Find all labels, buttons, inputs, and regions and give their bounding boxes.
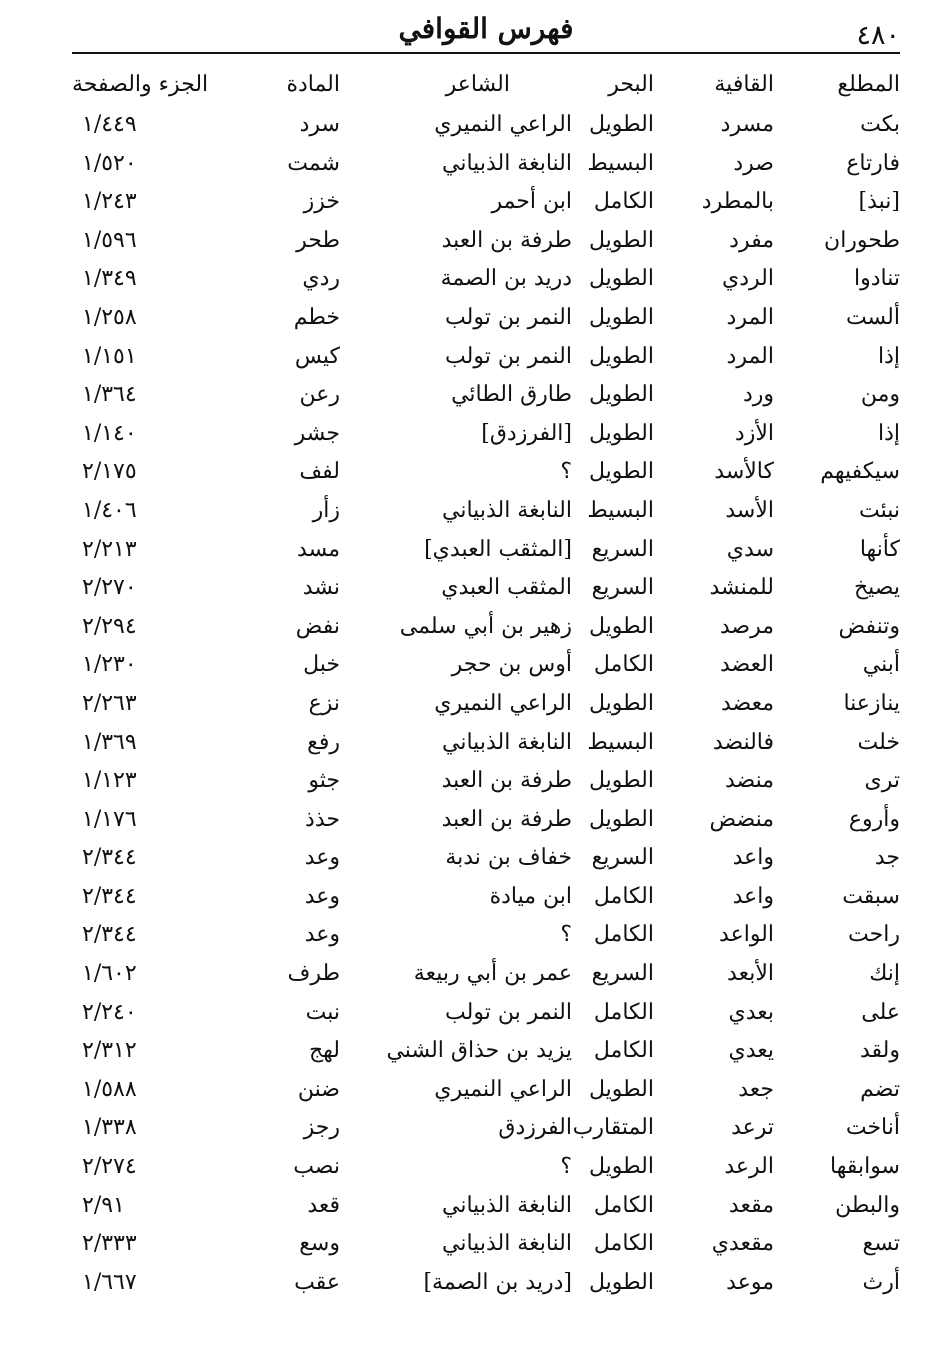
matla-cell: ترى <box>864 768 900 794</box>
bahr-cell: الطويل <box>588 112 654 137</box>
qafia-cell: المرد <box>726 304 774 330</box>
shaer-cell: النابغة الذبياني <box>442 729 572 755</box>
table-row <box>72 1187 900 1226</box>
shaer-cell: ؟ <box>560 922 572 948</box>
bahr-cell: الكامل <box>593 652 654 678</box>
table-row <box>72 260 900 299</box>
index-page <box>72 0 900 1366</box>
table-row <box>72 145 900 184</box>
matla-cell: تنادوا <box>854 266 900 292</box>
table-header-row <box>72 66 900 106</box>
juz-page-cell: ١/٣٤٩ <box>82 266 137 292</box>
qafia-cell: موعد <box>726 1269 774 1295</box>
madda-cell: نفض <box>295 613 340 639</box>
juz-page-cell: ١/٣٣٨ <box>82 1115 137 1141</box>
juz-page-cell: ١/٥٢٠ <box>82 150 137 176</box>
bahr-cell: الطويل <box>588 304 654 330</box>
shaer-cell: النابغة الذبياني <box>442 1192 572 1218</box>
table-row <box>72 801 900 840</box>
shaer-cell: يزيد بن حذاق الشني <box>386 1038 572 1064</box>
qafia-cell: واعد <box>732 883 774 909</box>
matla-cell: تضم <box>860 1076 900 1102</box>
madda-cell: ضنن <box>297 1076 340 1102</box>
madda-cell: شمت <box>287 150 340 176</box>
juz-page-cell: ٢/٢٧٠ <box>82 575 137 601</box>
juz-page-cell: ١/٦٦٧ <box>82 1269 137 1295</box>
bahr-cell: البسيط <box>587 729 654 755</box>
madda-cell: خزز <box>303 189 340 215</box>
madda-cell: خطم <box>293 304 340 330</box>
matla-cell: يصيخ <box>853 575 900 601</box>
bahr-cell: الكامل <box>593 999 654 1025</box>
shaer-cell: ؟ <box>560 1154 572 1180</box>
juz-page-cell: ٢/٢١٣ <box>82 536 137 562</box>
qafia-cell: الواعد <box>719 922 774 948</box>
matla-cell: خلت <box>857 729 900 755</box>
qafia-cell: بالمطرد <box>701 189 774 215</box>
shaer-cell: المثقب العبدي <box>441 575 572 601</box>
bahr-cell: السريع <box>591 845 654 871</box>
table-row <box>72 1264 900 1303</box>
madda-cell: جشر <box>294 420 340 446</box>
shaer-cell: طرفة بن العبد <box>441 227 572 253</box>
matla-cell: ينازعنا <box>843 690 900 716</box>
matla-cell: أبني <box>862 652 900 678</box>
qafia-cell: العضد <box>719 652 774 678</box>
table-row <box>72 724 900 763</box>
madda-cell: طرف <box>287 961 340 987</box>
madda-cell: نزع <box>308 690 340 716</box>
table-row <box>72 1032 900 1071</box>
juz-page-cell: ٢/٣٣٣ <box>82 1231 137 1257</box>
juz-page-cell: ١/٥٨٨ <box>82 1076 137 1102</box>
table-row <box>72 685 900 724</box>
shaer-cell: [دريد بن الصمة] <box>423 1269 572 1295</box>
madda-cell: نبت <box>305 999 340 1025</box>
matla-cell: سوابقها <box>829 1154 900 1180</box>
shaer-cell: أوس بن حجر <box>451 652 572 678</box>
shaer-cell: النابغة الذبياني <box>442 1231 572 1257</box>
matla-cell: والبطن <box>835 1192 900 1218</box>
bahr-cell: الطويل <box>588 613 654 639</box>
shaer-cell: النمر بن تولب <box>445 304 572 330</box>
matla-cell: ألست <box>845 304 900 330</box>
shaer-cell: [المثقب العبدي] <box>424 536 572 562</box>
table-row <box>72 1225 900 1264</box>
shaer-cell: الفرزدق <box>498 1115 572 1141</box>
table-row <box>72 569 900 608</box>
table-row <box>72 1148 900 1187</box>
juz-page-cell: ٢/٣٤٤ <box>82 845 137 871</box>
madda-cell: خبل <box>303 652 340 678</box>
page-title: فهرس القوافي <box>398 12 574 45</box>
qafia-cell: مسرد <box>720 112 774 137</box>
shaer-cell: خفاف بن ندبة <box>445 845 572 871</box>
bahr-cell: الطويل <box>588 806 654 832</box>
bahr-cell: المتقارب <box>572 1115 654 1141</box>
qafia-cell: معضد <box>720 690 774 716</box>
bahr-cell: الكامل <box>593 1038 654 1064</box>
matla-cell: ومن <box>860 382 900 408</box>
qafia-cell: المرد <box>726 343 774 369</box>
qafia-cell: الردي <box>722 266 774 292</box>
juz-page-cell: ١/٦٠٢ <box>82 961 137 987</box>
table-row <box>72 222 900 261</box>
matla-cell: فارتاع <box>846 150 900 176</box>
page-number: ٤٨٠ <box>856 20 900 51</box>
shaer-cell: النمر بن تولب <box>445 343 572 369</box>
shaer-cell: الراعي النميري <box>434 1076 572 1102</box>
bahr-cell: الكامل <box>593 189 654 215</box>
matla-cell: جد <box>874 845 900 871</box>
madda-cell: طحر <box>296 227 340 253</box>
column-header-qafia: القافية <box>714 72 774 97</box>
madda-cell: نشد <box>302 575 340 601</box>
column-header-matla: المطلع <box>837 72 900 97</box>
table-row <box>72 608 900 647</box>
shaer-cell: النابغة الذبياني <box>442 497 572 523</box>
matla-cell: نبئت <box>858 497 900 523</box>
shaer-cell: الراعي النميري <box>434 112 572 137</box>
juz-page-cell: ١/٢٥٨ <box>82 304 137 330</box>
qafia-cell: الأسد <box>725 497 774 523</box>
matla-cell: وتنفض <box>838 613 900 639</box>
madda-cell: حذذ <box>305 806 340 832</box>
bahr-cell: الطويل <box>588 1269 654 1295</box>
juz-page-cell: ١/١٤٠ <box>82 420 137 446</box>
bahr-cell: الكامل <box>593 1231 654 1257</box>
juz-page-cell: ١/١٧٦ <box>82 806 137 832</box>
matla-cell: سبقت <box>842 883 900 909</box>
juz-page-cell: ١/٣٦٩ <box>82 729 137 755</box>
matla-cell: ولقد <box>859 1038 900 1064</box>
juz-page-cell: ١/٤٤٩ <box>82 112 137 137</box>
qafia-cell: ورد <box>742 382 774 408</box>
shaer-cell: ؟ <box>560 459 572 485</box>
bahr-cell: البسيط <box>587 150 654 176</box>
juz-page-cell: ١/٤٠٦ <box>82 497 137 523</box>
madda-cell: كيس <box>294 343 340 369</box>
table-row <box>72 183 900 222</box>
shaer-cell: طرفة بن العبد <box>441 768 572 794</box>
juz-page-cell: ٢/٢٩٤ <box>82 613 137 639</box>
bahr-cell: الطويل <box>588 382 654 408</box>
madda-cell: نصب <box>293 1154 340 1180</box>
shaer-cell: [الفرزدق] <box>481 420 572 446</box>
qafia-cell: الأبعد <box>727 961 774 987</box>
shaer-cell: النمر بن تولب <box>445 999 572 1025</box>
table-row <box>72 955 900 994</box>
bahr-cell: السريع <box>591 961 654 987</box>
qafia-cell: مفرد <box>729 227 774 253</box>
juz-page-cell: ١/٥٩٦ <box>82 227 137 253</box>
madda-cell: رفع <box>307 729 340 755</box>
matla-cell: أناخت <box>845 1115 900 1141</box>
shaer-cell: الراعي النميري <box>434 690 572 716</box>
qafia-cell: واعد <box>732 845 774 871</box>
bahr-cell: الكامل <box>593 1192 654 1218</box>
matla-cell: [نبذ] <box>858 189 900 215</box>
header-divider <box>72 52 900 54</box>
qafia-cell: سدي <box>726 536 774 562</box>
juz-page-cell: ١/٣٦٤ <box>82 382 137 408</box>
shaer-cell: ابن أحمر <box>491 189 572 215</box>
table-row <box>72 531 900 570</box>
shaer-cell: عمر بن أبي ربيعة <box>413 961 572 987</box>
qafia-cell: منضد <box>724 768 774 794</box>
shaer-cell: ابن ميادة <box>489 883 572 909</box>
table-row <box>72 646 900 685</box>
page-header <box>72 10 900 52</box>
column-header-bahr: البحر <box>608 72 654 97</box>
qafia-cell: الأزد <box>734 420 774 446</box>
madda-cell: جثو <box>308 768 340 794</box>
table-row <box>72 338 900 377</box>
juz-page-cell: ٢/٢٦٣ <box>82 690 137 716</box>
juz-page-cell: ١/١٢٣ <box>82 768 137 794</box>
rhyme-index-table <box>72 66 900 1302</box>
qafia-cell: الرعد <box>724 1154 774 1180</box>
madda-cell: سرد <box>299 112 340 137</box>
juz-page-cell: ٢/٣١٢ <box>82 1038 137 1064</box>
qafia-cell: كالأسد <box>714 459 774 485</box>
shaer-cell: دريد بن الصمة <box>440 266 572 292</box>
juz-page-cell: ٢/١٧٥ <box>82 459 137 485</box>
bahr-cell: الطويل <box>588 768 654 794</box>
madda-cell: وعد <box>304 883 340 909</box>
madda-cell: رجز <box>303 1115 340 1141</box>
table-row <box>72 453 900 492</box>
table-row <box>72 376 900 415</box>
bahr-cell: الطويل <box>588 343 654 369</box>
madda-cell: لهج <box>308 1038 340 1064</box>
qafia-cell: جعد <box>738 1076 774 1102</box>
shaer-cell: النابغة الذبياني <box>442 150 572 176</box>
shaer-cell: طارق الطائي <box>451 382 572 408</box>
qafia-cell: منضض <box>709 806 774 832</box>
bahr-cell: الطويل <box>588 690 654 716</box>
matla-cell: كأنها <box>859 536 900 562</box>
madda-cell: زأر <box>312 497 340 523</box>
matla-cell: سيكفيهم <box>820 459 900 485</box>
table-row <box>72 415 900 454</box>
madda-cell: لفف <box>299 459 340 485</box>
matla-cell: أرث <box>862 1269 900 1295</box>
madda-cell: عقب <box>294 1269 340 1295</box>
matla-cell: راحت <box>848 922 900 948</box>
matla-cell: إنك <box>869 961 900 987</box>
matla-cell: بكت <box>860 112 900 137</box>
juz-page-cell: ٢/٢٤٠ <box>82 999 137 1025</box>
matla-cell: إذا <box>877 343 900 369</box>
column-header-juz: الجزء والصفحة <box>72 72 209 97</box>
table-row <box>72 994 900 1033</box>
qafia-cell: بعدي <box>728 999 774 1025</box>
juz-page-cell: ١/٢٤٣ <box>82 189 137 215</box>
bahr-cell: الطويل <box>588 459 654 485</box>
bahr-cell: البسيط <box>587 497 654 523</box>
madda-cell: قعد <box>307 1192 340 1218</box>
qafia-cell: ترعد <box>731 1115 774 1141</box>
qafia-cell: فالنضد <box>712 729 774 755</box>
qafia-cell: مقعد <box>728 1192 774 1218</box>
madda-cell: وسع <box>299 1231 340 1257</box>
bahr-cell: السريع <box>591 536 654 562</box>
matla-cell: تسع <box>862 1231 900 1257</box>
bahr-cell: الطويل <box>588 1076 654 1102</box>
matla-cell: على <box>861 999 900 1025</box>
table-row <box>72 299 900 338</box>
bahr-cell: الطويل <box>588 227 654 253</box>
qafia-cell: صرد <box>733 150 774 176</box>
juz-page-cell: ٢/٢٧٤ <box>82 1154 137 1180</box>
bahr-cell: الطويل <box>588 420 654 446</box>
juz-page-cell: ١/٢٣٠ <box>82 652 137 678</box>
madda-cell: وعد <box>304 922 340 948</box>
table-row <box>72 916 900 955</box>
table-row <box>72 1071 900 1110</box>
table-row <box>72 492 900 531</box>
madda-cell: ردي <box>302 266 340 292</box>
madda-cell: رعن <box>299 382 340 408</box>
madda-cell: وعد <box>304 845 340 871</box>
juz-page-cell: ٢/٩١ <box>82 1192 125 1218</box>
qafia-cell: للمنشد <box>709 575 774 601</box>
bahr-cell: الكامل <box>593 922 654 948</box>
table-row <box>72 762 900 801</box>
qafia-cell: مقعدي <box>711 1231 774 1257</box>
column-header-madda: المادة <box>286 72 340 97</box>
bahr-cell: الطويل <box>588 266 654 292</box>
column-header-shaer: الشاعر <box>445 72 510 97</box>
shaer-cell: زهير بن أبي سلمى <box>399 613 572 639</box>
qafia-cell: مرصد <box>719 613 774 639</box>
juz-page-cell: ١/١٥١ <box>82 343 137 369</box>
bahr-cell: السريع <box>591 575 654 601</box>
matla-cell: وأروع <box>848 806 900 832</box>
bahr-cell: الكامل <box>593 883 654 909</box>
table-row <box>72 106 900 145</box>
juz-page-cell: ٢/٣٤٤ <box>82 883 137 909</box>
table-row <box>72 878 900 917</box>
table-row <box>72 839 900 878</box>
madda-cell: مسد <box>297 536 340 562</box>
juz-page-cell: ٢/٣٤٤ <box>82 922 137 948</box>
matla-cell: طحوران <box>824 227 900 253</box>
table-row <box>72 1109 900 1148</box>
bahr-cell: الطويل <box>588 1154 654 1180</box>
qafia-cell: يعدي <box>728 1038 774 1064</box>
shaer-cell: طرفة بن العبد <box>441 806 572 832</box>
matla-cell: إذا <box>877 420 900 446</box>
